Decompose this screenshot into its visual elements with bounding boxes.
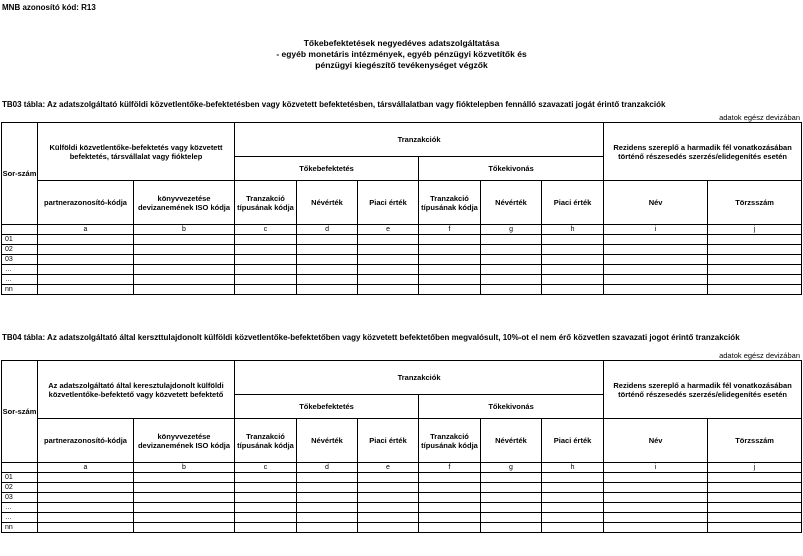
row-number: 03 [2,255,38,265]
data-cell[interactable] [481,265,542,275]
unit-label: adatok egész devizában [719,351,800,360]
data-table [1,360,802,533]
column-header: Tranzakció típusának kódja [235,181,297,225]
data-cell[interactable] [542,473,604,483]
row-number: 01 [2,473,38,483]
column-letter: h [542,225,604,235]
data-cell[interactable] [604,265,708,275]
data-cell[interactable] [297,483,358,493]
data-cell[interactable] [481,503,542,513]
data-table [1,122,802,295]
column-letter: g [481,463,542,473]
column-letter: f [419,463,481,473]
data-cell[interactable] [708,235,802,245]
table-caption: TB03 tábla: Az adatszolgáltató külföldi közvetlentőke-befektetésben vagy közvetett befektetésben, társvállalatban vagy fióktelepben fennálló szavazati jogát érintő tranzakciók [2,100,666,109]
entity-header: Az adatszolgáltató által keresztulajdonolt külföldi közvetlentőke-befektető vagy közvetett befektető [38,361,235,419]
data-cell[interactable] [235,483,297,493]
data-cell[interactable] [235,235,297,245]
data-cell[interactable] [419,513,481,523]
tokekivonas-header: Tőkekivonás [419,395,604,419]
column-header: Törzsszám [708,419,802,463]
column-letter: j [708,463,802,473]
tokebefektetes-header: Tőkebefektetés [235,395,419,419]
data-cell[interactable] [38,493,134,503]
mnb-code: MNB azonosító kód: R13 [2,3,96,12]
data-cell[interactable] [708,255,802,265]
data-cell[interactable] [297,235,358,245]
title-line: pénzügyi kiegészítő tevékenységet végzők [315,60,488,70]
data-cell[interactable] [358,523,419,533]
letter-cell-empty [2,225,38,235]
column-letter: h [542,463,604,473]
data-cell[interactable] [134,285,235,295]
data-cell[interactable] [542,285,604,295]
data-cell[interactable] [542,275,604,285]
tokebefektetes-header: Tőkebefektetés [235,157,419,181]
data-cell[interactable] [38,255,134,265]
data-cell[interactable] [235,503,297,513]
sorszam-header: Sor-szám [2,361,38,463]
table-row [2,473,802,483]
column-header: Névérték [481,419,542,463]
data-cell[interactable] [604,473,708,483]
data-cell[interactable] [38,275,134,285]
data-cell[interactable] [38,513,134,523]
data-cell[interactable] [134,255,235,265]
data-cell[interactable] [38,245,134,255]
data-cell[interactable] [297,245,358,255]
data-cell[interactable] [134,503,235,513]
data-cell[interactable] [38,503,134,513]
column-header: Névérték [297,181,358,225]
data-cell[interactable] [235,473,297,483]
tranzakciok-header: Tranzakciók [235,361,604,395]
data-cell[interactable] [358,265,419,275]
data-cell[interactable] [604,483,708,493]
title-line: - egyéb monetáris intézmények, egyéb pénzügyi közvetítők és [276,49,527,59]
data-cell[interactable] [297,265,358,275]
column-letter: b [134,225,235,235]
data-cell[interactable] [297,473,358,483]
column-letter: f [419,225,481,235]
data-cell[interactable] [542,493,604,503]
row-number: 02 [2,483,38,493]
data-cell[interactable] [38,483,134,493]
tranzakciok-header: Tranzakciók [235,123,604,157]
column-letter: e [358,463,419,473]
data-cell[interactable] [419,483,481,493]
data-cell[interactable] [604,275,708,285]
data-cell[interactable] [358,285,419,295]
sorszam-header: Sor-szám [2,123,38,225]
data-cell[interactable] [235,255,297,265]
column-letter: i [604,463,708,473]
table-row [2,483,802,493]
column-header: Piaci érték [358,181,419,225]
data-cell[interactable] [134,235,235,245]
data-cell[interactable] [708,285,802,295]
data-cell[interactable] [708,493,802,503]
data-cell[interactable] [604,285,708,295]
data-cell[interactable] [481,523,542,533]
row-number: nn [2,523,38,533]
data-cell[interactable] [542,483,604,493]
data-cell[interactable] [481,513,542,523]
row-number: 03 [2,493,38,503]
title-line: Tőkebefektetések negyedéves adatszolgáltatása [303,38,500,48]
data-cell[interactable] [358,275,419,285]
data-cell[interactable] [235,275,297,285]
data-cell[interactable] [419,255,481,265]
data-cell[interactable] [419,523,481,533]
data-cell[interactable] [542,235,604,245]
row-number: … [2,275,38,285]
column-letter: a [38,225,134,235]
column-header: Piaci érték [542,181,604,225]
row-number: … [2,503,38,513]
data-cell[interactable] [481,285,542,295]
data-cell[interactable] [419,245,481,255]
column-header: Névérték [481,181,542,225]
column-letter: g [481,225,542,235]
column-letter: c [235,463,297,473]
data-cell[interactable] [708,523,802,533]
data-cell[interactable] [134,473,235,483]
data-cell[interactable] [134,513,235,523]
data-cell[interactable] [134,275,235,285]
data-cell[interactable] [481,245,542,255]
unit-label: adatok egész devizában [719,113,800,122]
data-cell[interactable] [542,245,604,255]
data-cell[interactable] [542,513,604,523]
column-letter: b [134,463,235,473]
table-row [2,285,802,295]
data-cell[interactable] [297,523,358,533]
column-header: könyvvezetése devizanemének ISO kódja [134,419,235,463]
data-cell[interactable] [38,265,134,275]
column-letter: c [235,225,297,235]
data-cell[interactable] [358,473,419,483]
column-header: Törzsszám [708,181,802,225]
data-cell[interactable] [235,285,297,295]
data-cell[interactable] [604,493,708,503]
data-cell[interactable] [358,245,419,255]
data-cell[interactable] [481,235,542,245]
data-cell[interactable] [419,275,481,285]
column-header: Tranzakció típusának kódja [419,181,481,225]
data-cell[interactable] [542,503,604,513]
data-cell[interactable] [419,493,481,503]
row-number: … [2,513,38,523]
data-cell[interactable] [419,285,481,295]
row-number: 02 [2,245,38,255]
data-cell[interactable] [134,483,235,493]
letter-cell-empty [2,463,38,473]
data-cell[interactable] [481,275,542,285]
data-cell[interactable] [134,265,235,275]
data-cell[interactable] [542,255,604,265]
column-letter: i [604,225,708,235]
column-header: Név [604,181,708,225]
data-cell[interactable] [235,245,297,255]
column-header: könyvvezetése devizanemének ISO kódja [134,181,235,225]
data-cell[interactable] [481,473,542,483]
data-cell[interactable] [297,255,358,265]
row-number: … [2,265,38,275]
table-caption: TB04 tábla: Az adatszolgáltató által kerszttulajdonolt külföldi közvetlentőke-befektetőben vagy közvetett befektetőben megvalósult, 10%-ot el nem érő közvetlen szavazati jogot érintő tranzakciók [2,333,740,342]
column-letter: a [38,463,134,473]
table-row [2,503,802,513]
tokekivonas-header: Tőkekivonás [419,157,604,181]
table-row [2,493,802,503]
data-cell[interactable] [604,523,708,533]
data-cell[interactable] [419,265,481,275]
data-cell[interactable] [358,493,419,503]
data-cell[interactable] [297,503,358,513]
column-letter: d [297,463,358,473]
data-cell[interactable] [708,483,802,493]
data-cell[interactable] [297,513,358,523]
data-cell[interactable] [708,245,802,255]
report-title [0,38,803,71]
column-header: Tranzakció típusának kódja [235,419,297,463]
data-cell[interactable] [419,235,481,245]
data-cell[interactable] [542,523,604,533]
column-header: Piaci érték [358,419,419,463]
data-cell[interactable] [481,483,542,493]
data-cell[interactable] [419,473,481,483]
data-cell[interactable] [235,523,297,533]
table-row [2,513,802,523]
data-cell[interactable] [604,235,708,245]
data-cell[interactable] [297,493,358,503]
table-row [2,265,802,275]
column-header: Névérték [297,419,358,463]
data-cell[interactable] [358,513,419,523]
row-number: nn [2,285,38,295]
data-cell[interactable] [708,265,802,275]
entity-header: Külföldi közvetlentőke-befektetés vagy közvetett befektetés, társvállalat vagy fióktelep [38,123,235,181]
data-cell[interactable] [604,513,708,523]
table-row [2,523,802,533]
data-cell[interactable] [358,235,419,245]
data-cell[interactable] [38,235,134,245]
data-cell[interactable] [235,265,297,275]
column-letter: j [708,225,802,235]
data-cell[interactable] [604,503,708,513]
row-number: 01 [2,235,38,245]
table-row [2,235,802,245]
table-row [2,275,802,285]
data-cell[interactable] [38,473,134,483]
data-cell[interactable] [235,493,297,503]
data-cell[interactable] [134,245,235,255]
data-cell[interactable] [235,513,297,523]
data-cell[interactable] [708,275,802,285]
data-cell[interactable] [297,275,358,285]
data-cell[interactable] [481,255,542,265]
column-header: Tranzakció típusának kódja [419,419,481,463]
column-header: partnerazonosító-kódja [38,419,134,463]
data-cell[interactable] [38,523,134,533]
column-header: partnerazonosító-kódja [38,181,134,225]
data-cell[interactable] [542,265,604,275]
data-cell[interactable] [358,503,419,513]
data-cell[interactable] [134,493,235,503]
column-header: Piaci érték [542,419,604,463]
data-cell[interactable] [708,473,802,483]
table-row [2,255,802,265]
data-cell[interactable] [419,503,481,513]
data-cell[interactable] [358,255,419,265]
rezidens-header: Rezidens szereplő a harmadik fél vonatkozásában történő részesedés szerzés/elidegenítés esetén [604,361,802,419]
data-cell[interactable] [604,245,708,255]
data-cell[interactable] [708,503,802,513]
data-cell[interactable] [708,513,802,523]
data-cell[interactable] [358,483,419,493]
rezidens-header: Rezidens szereplő a harmadik fél vonatkozásában történő részesedés szerzés/elidegenítés esetén [604,123,802,181]
data-cell[interactable] [604,255,708,265]
data-cell[interactable] [297,285,358,295]
column-header: Név [604,419,708,463]
data-cell[interactable] [481,493,542,503]
column-letter: d [297,225,358,235]
table-row [2,245,802,255]
data-cell[interactable] [134,523,235,533]
column-letter: e [358,225,419,235]
data-cell[interactable] [38,285,134,295]
